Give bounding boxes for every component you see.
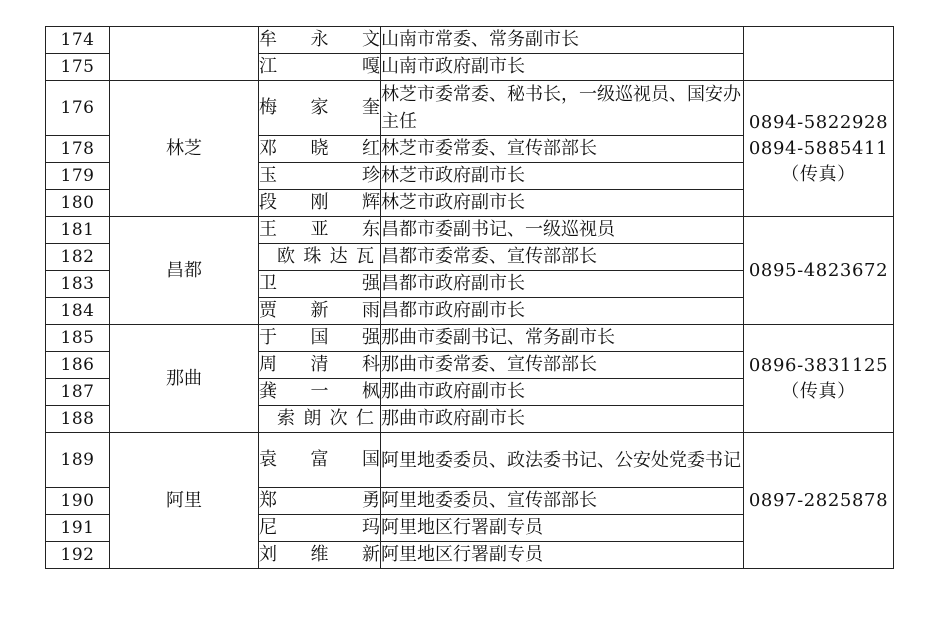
official-title: 阿里地委委员、宣传部部长 — [381, 488, 744, 515]
table-row — [46, 81, 894, 136]
official-title: 山南市政府副市长 — [381, 54, 744, 81]
table-row — [46, 217, 894, 244]
official-title: 阿里地区行署副专员 — [381, 542, 744, 569]
official-name: 牟永文 — [259, 27, 381, 54]
fax-number: 0894-5885411 — [748, 137, 889, 159]
fax-label: （传真） — [781, 163, 856, 185]
official-title: 昌都市政府副市长 — [381, 271, 744, 298]
official-title: 林芝市委常委、秘书长，一级巡视员、国安办主任 — [381, 81, 744, 136]
row-number: 187 — [46, 379, 110, 406]
table-row — [46, 433, 894, 488]
phone-number: 0894-5822928 — [748, 111, 889, 133]
official-title: 那曲市委常委、宣传部部长 — [381, 352, 744, 379]
row-number: 175 — [46, 54, 110, 81]
row-number: 180 — [46, 190, 110, 217]
region-name: 阿里 — [110, 433, 259, 569]
region-name: 昌都 — [110, 217, 259, 325]
fax-number: 0896-3831125 — [748, 354, 889, 376]
official-title: 昌都市委副书记、一级巡视员 — [381, 217, 744, 244]
official-name: 于国强 — [259, 325, 381, 352]
row-number: 183 — [46, 271, 110, 298]
official-title: 山南市常委、常务副市长 — [381, 27, 744, 54]
officials-table — [45, 26, 894, 569]
official-name: 郑勇 — [259, 488, 381, 515]
row-number: 188 — [46, 406, 110, 433]
official-name: 江嘎 — [259, 54, 381, 81]
official-title: 昌都市政府副市长 — [381, 298, 744, 325]
official-name: 龚一枫 — [259, 379, 381, 406]
official-name: 贾新雨 — [259, 298, 381, 325]
official-name: 邓晓红 — [259, 136, 381, 163]
official-name: 王亚东 — [259, 217, 381, 244]
table-row — [46, 27, 894, 54]
row-number: 179 — [46, 163, 110, 190]
official-title: 那曲市政府副市长 — [381, 379, 744, 406]
official-title: 阿里地委委员、政法委书记、公安处党委书记 — [381, 433, 744, 488]
official-name: 刘维新 — [259, 542, 381, 569]
row-number: 184 — [46, 298, 110, 325]
region-name: 林芝 — [110, 81, 259, 217]
official-title: 那曲市委副书记、常务副市长 — [381, 325, 744, 352]
official-name: 卫强 — [259, 271, 381, 298]
row-number: 174 — [46, 27, 110, 54]
row-number: 186 — [46, 352, 110, 379]
official-name: 段刚辉 — [259, 190, 381, 217]
official-name: 玉珍 — [259, 163, 381, 190]
row-number: 185 — [46, 325, 110, 352]
official-title: 阿里地区行署副专员 — [381, 515, 744, 542]
row-number: 192 — [46, 542, 110, 569]
contact-phone — [744, 217, 894, 325]
official-name: 袁富国 — [259, 433, 381, 488]
official-name: 欧珠达瓦 — [259, 244, 381, 271]
fax-label: （传真） — [781, 380, 856, 402]
row-number: 191 — [46, 515, 110, 542]
official-name: 周清科 — [259, 352, 381, 379]
row-number: 181 — [46, 217, 110, 244]
row-number: 182 — [46, 244, 110, 271]
official-title: 昌都市委常委、宣传部部长 — [381, 244, 744, 271]
contact-phone — [744, 81, 894, 217]
official-name: 索朗次仁 — [259, 406, 381, 433]
phone-number: 0895-4823672 — [748, 259, 889, 281]
row-number: 189 — [46, 433, 110, 488]
contact-phone — [744, 325, 894, 433]
region-cell-shannan — [110, 27, 259, 81]
official-title: 那曲市政府副市长 — [381, 406, 744, 433]
official-name: 梅家奎 — [259, 81, 381, 136]
official-name: 尼玛 — [259, 515, 381, 542]
row-number: 176 — [46, 81, 110, 136]
row-number: 190 — [46, 488, 110, 515]
official-title: 林芝市政府副市长 — [381, 163, 744, 190]
table-row — [46, 325, 894, 352]
contact-phone — [744, 433, 894, 569]
official-title: 林芝市政府副市长 — [381, 190, 744, 217]
contact-cell-shannan — [744, 27, 894, 81]
region-name: 那曲 — [110, 325, 259, 433]
phone-number: 0897-2825878 — [748, 489, 889, 511]
row-number: 178 — [46, 136, 110, 163]
official-title: 林芝市委常委、宣传部部长 — [381, 136, 744, 163]
